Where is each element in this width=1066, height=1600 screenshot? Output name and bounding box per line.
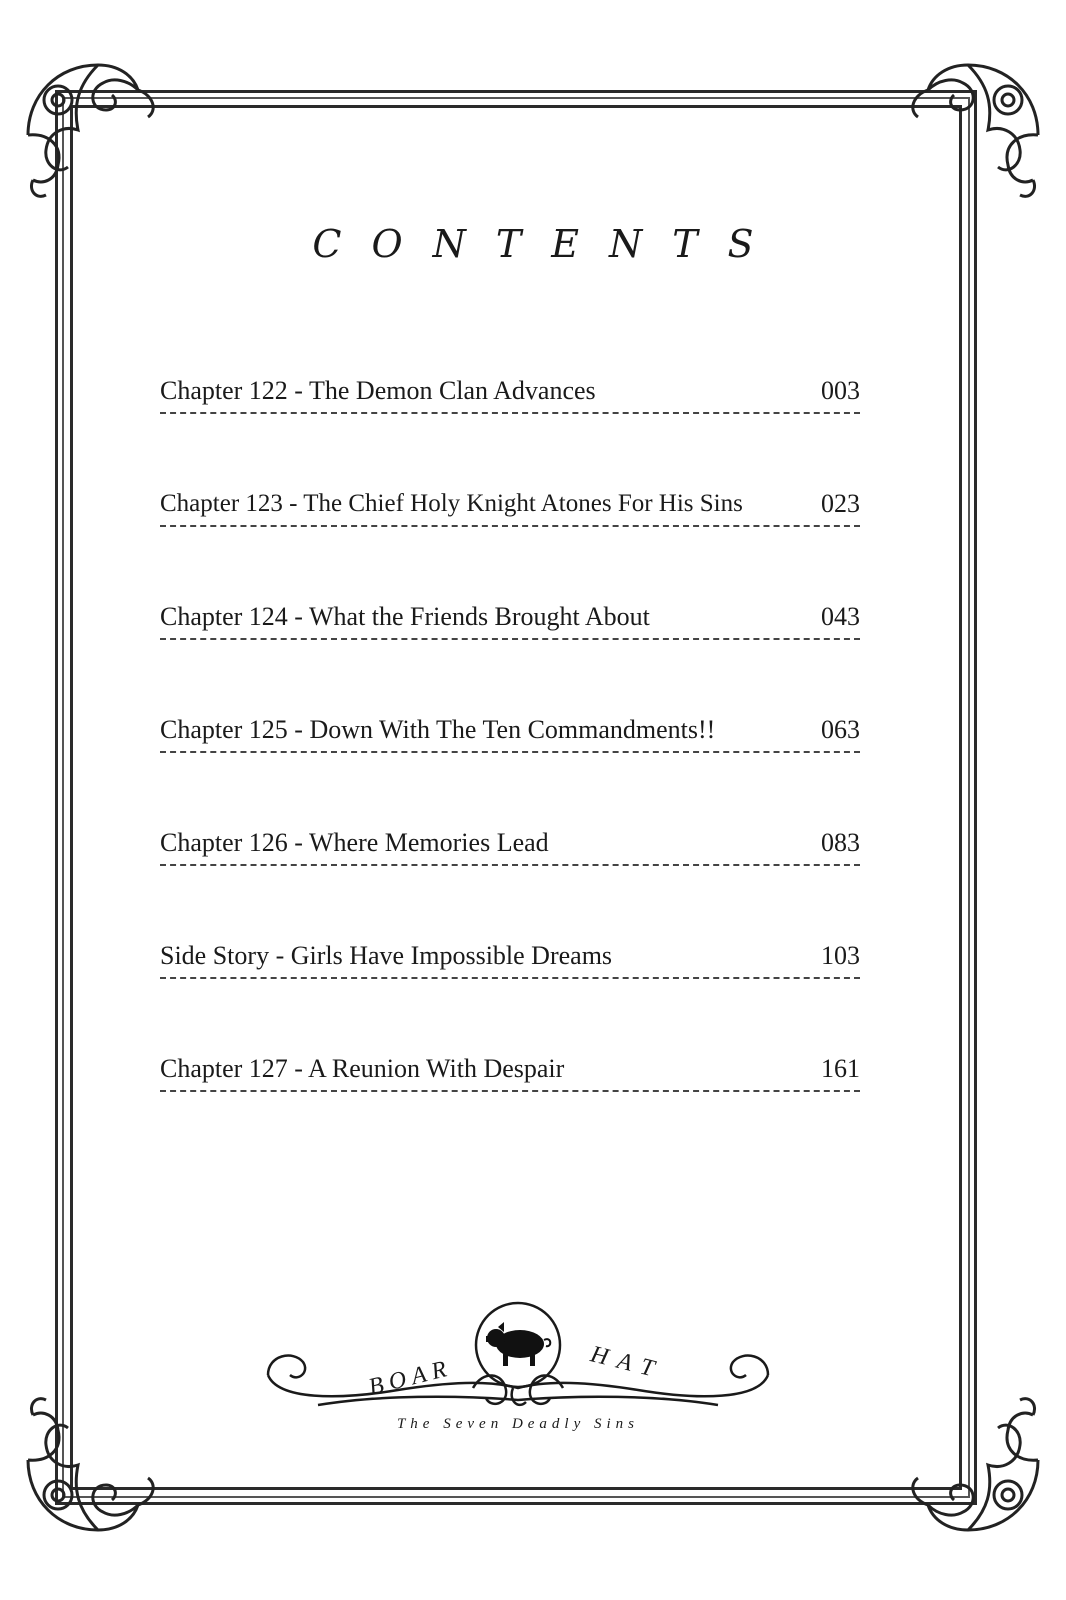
toc-entry[interactable] xyxy=(160,709,860,822)
table-of-contents xyxy=(160,370,860,1161)
corner-ornament-icon xyxy=(898,1390,1048,1540)
toc-entry-title: Chapter 125 - Down With The Ten Commandments!! xyxy=(160,715,716,744)
toc-entry-title: Chapter 123 - The Chief Holy Knight Atones For His Sins xyxy=(160,490,743,517)
toc-entry-title: Chapter 122 - The Demon Clan Advances xyxy=(160,376,596,405)
toc-entry-title: Side Story - Girls Have Impossible Dreams xyxy=(160,941,613,970)
toc-entry-page: 023 xyxy=(821,489,860,518)
toc-entry[interactable] xyxy=(160,1048,860,1161)
toc-entry-page: 161 xyxy=(821,1054,860,1083)
toc-entry[interactable] xyxy=(160,935,860,1048)
pig-icon xyxy=(486,1322,550,1366)
toc-entry-title: Chapter 126 - Where Memories Lead xyxy=(160,828,549,857)
toc-entry-title: Chapter 124 - What the Friends Brought About xyxy=(160,602,650,631)
toc-entry-page: 103 xyxy=(821,941,860,970)
toc-entry[interactable] xyxy=(160,596,860,709)
toc-entry[interactable] xyxy=(160,370,860,483)
toc-entry-page: 043 xyxy=(821,602,860,631)
toc-entry[interactable] xyxy=(160,483,860,596)
logo-right-word: HAT xyxy=(587,1341,667,1385)
toc-entry-page: 083 xyxy=(821,828,860,857)
toc-entry-page: 003 xyxy=(821,376,860,405)
corner-ornament-icon xyxy=(898,55,1048,205)
page-title: CONTENTS xyxy=(312,222,784,266)
boar-hat-logo xyxy=(258,1300,778,1450)
toc-entry[interactable] xyxy=(160,822,860,935)
corner-ornament-icon xyxy=(18,1390,168,1540)
toc-entry-title: Chapter 127 - A Reunion With Despair xyxy=(160,1054,565,1083)
logo-subtitle: The Seven Deadly Sins xyxy=(396,1416,640,1432)
corner-ornament-icon xyxy=(18,55,168,205)
toc-entry-page: 063 xyxy=(821,715,860,744)
logo-left-word: BOAR xyxy=(365,1354,456,1401)
